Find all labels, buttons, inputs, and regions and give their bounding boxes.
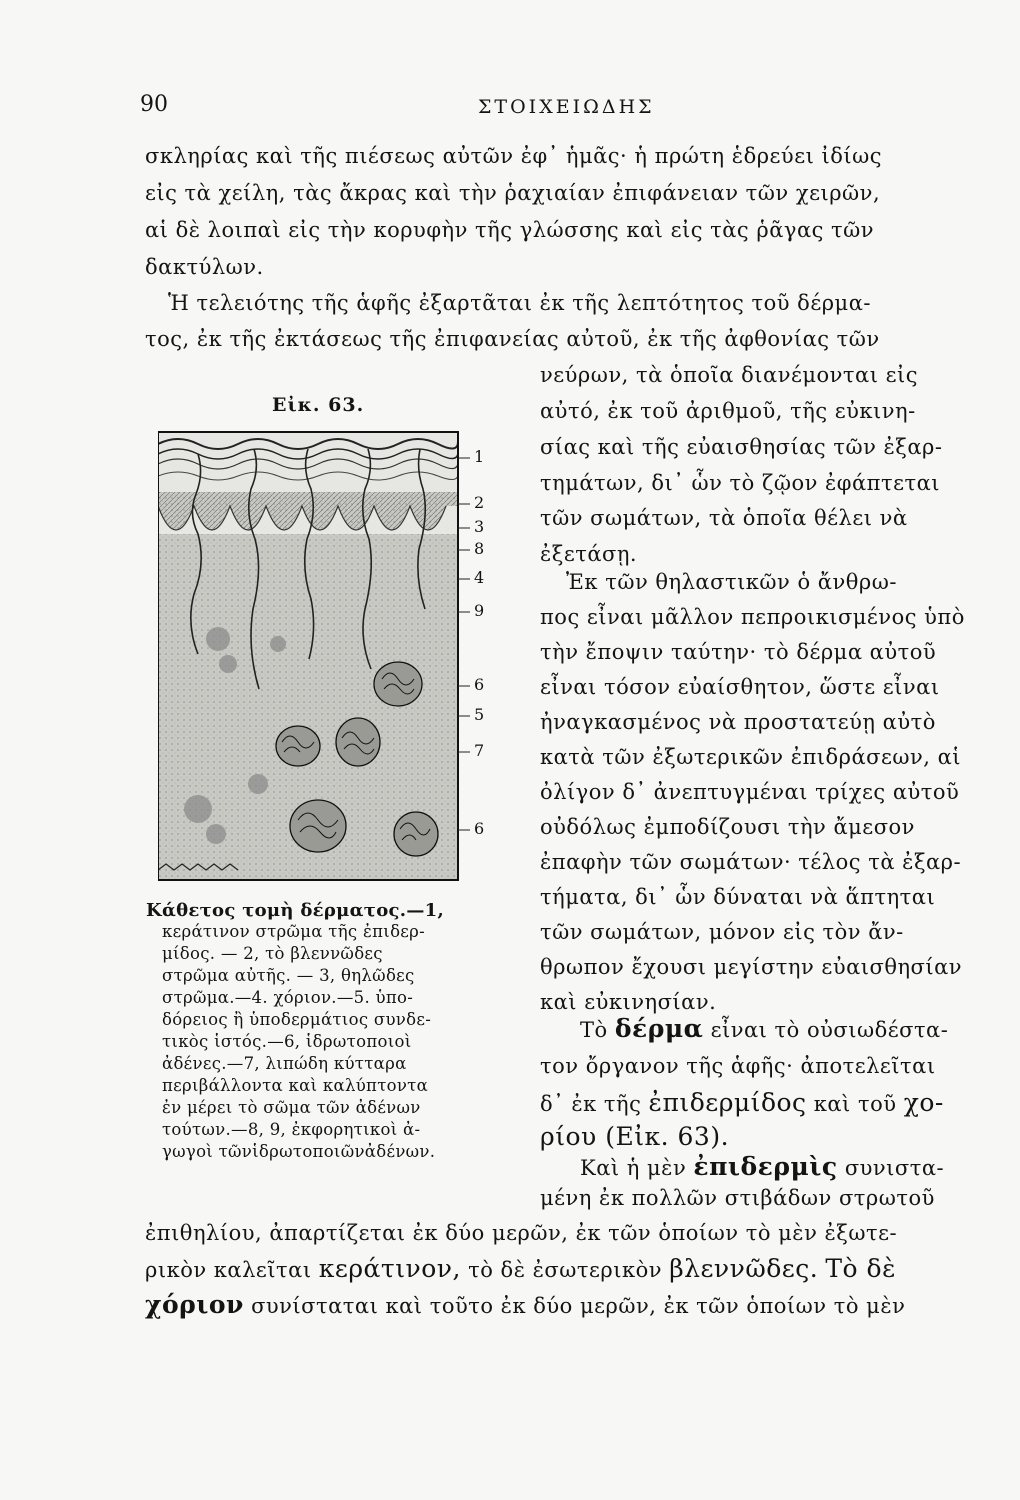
body-line: εἰς τὰ χείλη, τὰς ἄκρας καὶ τὴν ῥαχιαίαν ἐπιφάνειαν τῶν χειρῶν, (145, 181, 881, 205)
figure-marker: 1 (474, 447, 485, 466)
figure-marker: 4 (474, 568, 485, 587)
body-line: τήματα, δι᾽ ὧν δύναται νὰ ἅπτηται (540, 885, 936, 909)
body-line (580, 1152, 944, 1181)
body-line: θρωπον ἔχουσι μεγίστην εὐαισθησίαν (540, 955, 963, 979)
running-head: ΣΤΟΙΧΕΙΩΔΗΣ (478, 96, 655, 118)
body-line: αὐτό, ἐκ τοῦ ἀριθμοῦ, τῆς εὐκινη- (540, 399, 916, 423)
body-line (145, 1254, 896, 1283)
body-line: ἐπιθηλίου, ἀπαρτίζεται ἐκ δύο μερῶν, ἐκ τῶν ὁποίων τὸ μὲν ἐξωτε- (145, 1221, 898, 1245)
figure-marker: 6 (474, 675, 485, 694)
body-line: μένη ἐκ πολλῶν στιβάδων στρωτοῦ (540, 1186, 935, 1210)
term-epidermis: ἐπιδερμὶς (693, 1152, 838, 1181)
caption-line: ἐν μέρει τὸ σῶμα τῶν ἀδένων (162, 1098, 421, 1117)
body-line: ρίου (Εἰκ. 63). (540, 1122, 730, 1151)
body-line: σκληρίας καὶ τῆς πιέσεως αὐτῶν ἐφ᾽ ἡμᾶς· ἡ πρώτη ἑδρεύει ἰδίως (145, 144, 882, 168)
text: εἶναι τὸ οὐσιωδέστα- (710, 1018, 949, 1042)
text: καὶ τοῦ (813, 1092, 897, 1116)
figure-marker: 9 (474, 601, 485, 620)
term-derma: δέρμα (614, 1014, 704, 1043)
body-line: ἠναγκασμένος νὰ προστατεύῃ αὐτὸ (540, 710, 936, 734)
body-line: καὶ εὐκινησίαν. (540, 990, 717, 1014)
caption-line: ἀδένες.—7, λιπώδη κύτταρα (162, 1054, 407, 1073)
caption-line: κεράτινον στρῶμα τῆς ἐπιδερ- (162, 922, 426, 941)
figure-marker: 8 (474, 539, 485, 558)
caption-line: γωγοὶ τῶνἱδρωτοποιῶνἀδένων. (162, 1142, 436, 1161)
body-line: σίας καὶ τῆς εὐαισθησίας τῶν ἐξαρ- (540, 435, 943, 459)
body-line: τῶν σωμάτων, τὰ ὁποῖα θέλει νὰ (540, 506, 908, 530)
figure-label: Εἰκ. 63. (272, 394, 365, 416)
figure-marker: 3 (474, 517, 485, 536)
body-line: κατὰ τῶν ἐξωτερικῶν ἐπιδράσεων, αἱ (540, 745, 962, 769)
body-line: Ἐκ τῶν θηλαστικῶν ὁ ἄνθρω- (566, 570, 897, 594)
body-line (540, 1088, 944, 1117)
caption-line: μίδος. — 2, τὸ βλεννῶδες (162, 944, 383, 963)
caption-line: τικὸς ἱστός.—6, ἱδρωτοποιοὶ (162, 1032, 412, 1051)
body-line: αἱ δὲ λοιπαὶ εἰς τὴν κορυφὴν τῆς γλώσσης καὶ εἰς τὰς ῥᾶγας τῶν (145, 218, 875, 242)
skin-section-illustration (158, 424, 488, 888)
body-line: ὀλίγον δ᾽ ἀνεπτυγμέναι τρίχες αὐτοῦ (540, 780, 960, 804)
figure-marker: 2 (474, 493, 485, 512)
body-line: τημάτων, δι᾽ ὧν τὸ ζῷον ἐφάπτεται (540, 471, 941, 495)
body-line: τὴν ἔποψιν ταύτην· τὸ δέρμα αὐτοῦ (540, 640, 937, 664)
body-line: ἐξετάσῃ. (540, 542, 638, 566)
body-line: εἶναι τόσον εὐαίσθητον, ὥστε εἶναι (540, 675, 940, 699)
term-keratinon: κεράτινον, (318, 1254, 461, 1283)
body-line (580, 1014, 948, 1043)
caption-title: Κάθετος τομὴ δέρματος.—1, (146, 900, 445, 921)
caption-line: περιβάλλοντα καὶ καλύπτοντα (162, 1076, 429, 1095)
body-line: οὐδόλως ἐμποδίζουσι τὴν ἄμεσον (540, 815, 915, 839)
page-number: 90 (140, 92, 168, 117)
term-blennodes: βλεννῶδες. (669, 1254, 819, 1283)
text: τὸ δὲ ἐσωτερικὸν (468, 1258, 662, 1282)
text: συνίσταται καὶ τοῦτο ἐκ δύο μερῶν, ἐκ τῶν ὁποίων τὸ μὲν (251, 1294, 906, 1318)
skin-section-figure (158, 424, 488, 888)
text: δ᾽ ἐκ τῆς (540, 1092, 642, 1116)
body-line: δακτύλων. (145, 255, 264, 279)
text: χο- (903, 1088, 944, 1117)
figure-marker: 6 (474, 819, 485, 838)
body-line: τος, ἐκ τῆς ἐκτάσεως τῆς ἐπιφανείας αὐτοῦ, ἐκ τῆς ἀφθονίας τῶν (145, 327, 880, 351)
body-line: τῶν σωμάτων, μόνον εἰς τὸν ἄν- (540, 920, 904, 944)
caption-line: τούτων.—8, 9, ἐκφορητικοὶ ἀ- (162, 1120, 421, 1139)
figure-marker: 5 (474, 705, 485, 724)
term-epidermidos: ἐπιδερμίδος (648, 1088, 807, 1117)
caption-line: στρῶμα.—4. χόριον.—5. ὑπο- (162, 988, 414, 1007)
body-line: ἐπαφὴν τῶν σωμάτων· τέλος τὰ ἐξαρ- (540, 850, 962, 874)
body-line: πος εἶναι μᾶλλον πεπροικισμένος ὑπὸ (540, 605, 965, 629)
caption-line: στρῶμα αὐτῆς. — 3, θηλῶδες (162, 966, 415, 985)
body-line: Ἡ τελειότης τῆς ἁφῆς ἐξαρτᾶται ἐκ τῆς λεπτότητος τοῦ δέρμα- (168, 291, 871, 315)
body-line: τον ὄργανον τῆς ἁφῆς· ἀποτελεῖται (540, 1054, 936, 1078)
body-line (145, 1290, 905, 1319)
caption-line: δόρειος ἢ ὑποδερμάτιος συνδε- (162, 1010, 432, 1029)
text: ρικὸν καλεῖται (145, 1258, 312, 1282)
text: Καὶ ἡ μὲν (580, 1156, 687, 1180)
text: συνιστα- (844, 1156, 945, 1180)
term-chorion: χόριον (145, 1290, 244, 1319)
figure-marker: 7 (474, 741, 485, 760)
text: Τὸ δὲ (825, 1254, 896, 1283)
text: Τὸ (580, 1018, 608, 1042)
body-line: νεύρων, τὰ ὁποῖα διανέμονται εἰς (540, 363, 918, 387)
